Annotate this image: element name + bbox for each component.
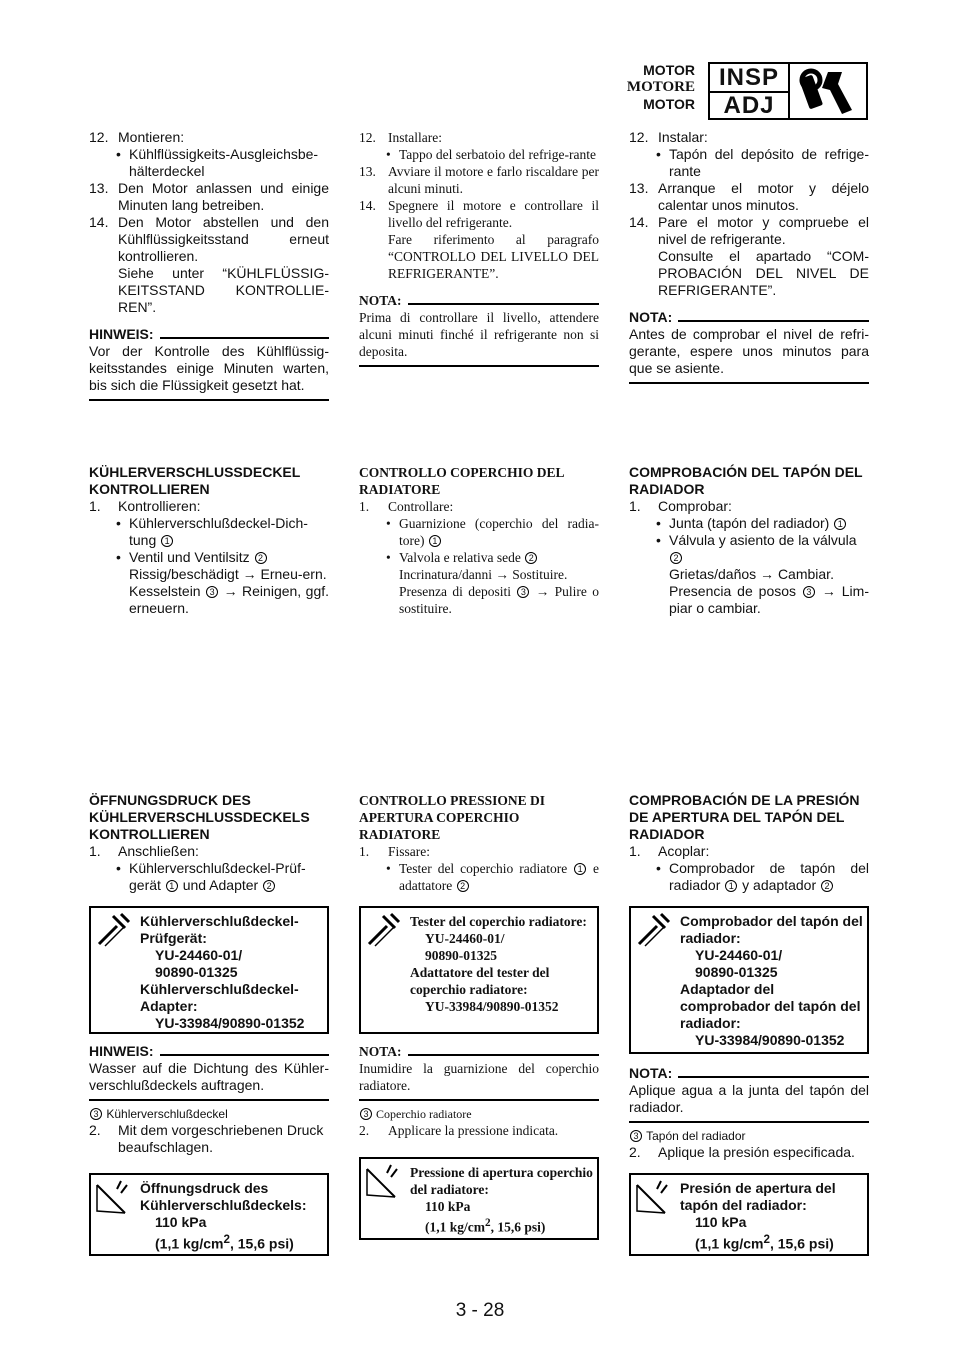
it-note2-text: Inumidire la guarnizione del coperchio radiatore. [359,1061,599,1093]
it-spec-label: Pressione di apertura coperchio del radiatore: [410,1165,593,1197]
de-step-14-ref: Siehe unter “KÜHLFLÜSSIG-KEITSSTAND KONTROLLIE-REN”. [118,265,329,315]
de-sec2-step1: Kontrollieren: [118,498,201,514]
es-note2-section: NOTA: Aplique agua a la junta del tapón del radiador. 3 Tapón del radiador 2. Aplique la presión especificada. [629,1065,869,1160]
es-tool-pn1: YU-24460-01/ [695,947,783,963]
de-sec3-title: ÖFFNUNGSDRUCK DES KÜHLERVERSCHLUSSDECKELS KONTROLLIEREN [89,792,310,842]
es-sec2-bullet2: • Válvula y asiento de la válvula 2 [629,532,869,566]
es-spec-alt: (1,1 $kg/cm^2$, 15,6 psi) [695,1233,834,1252]
it-sec2-step1: Controllare: [388,499,454,514]
specification-icon [361,1159,405,1207]
es-tool-name1: Comprobador del tapón del radiador: [680,913,863,946]
section-label-de: MOTOR [643,62,695,78]
es-cap-check-section: COMPROBACIÓN DEL TAPÓN DEL RADIADOR 1. Comprobar: • Junta (tapón del radiador) 1 • Válvula y asiento de la válvula 2 Grietas/daños → Cambiar. Presencia de posos 3 → Lim-piar o cambiar. [629,464,869,617]
es-legend-3: 3 Tapón del radiador [629,1129,869,1144]
it-sec3-step1: Fissare: [388,844,430,859]
it-tool-pn1: YU-24460-01/ [425,931,505,946]
de-tool-pn3: YU-33984/90890-01352 [155,1015,305,1031]
it-note1-text: Prima di controllare il livello, attendere alcuni minuti finché il refrigerante non si deposita. [359,310,599,359]
it-tool-pn2: 90890-01325 [425,948,497,963]
es-sec3-step2: Aplique la presión especificada. [658,1144,855,1160]
de-note1-head: HINWEIS: [89,326,329,343]
de-sec2-bullet1: • Kühlerverschlußdeckel-Dich-tung 1 [89,515,329,549]
it-legend-3: 3 Coperchio radiatore [359,1107,599,1122]
it-spec-box [359,1157,599,1240]
de-note2-end-rule [89,1099,329,1101]
it-tool-name1: Tester del coperchio radiatore: [410,914,587,929]
de-tool-name1: Kühlerverschlußdeckel-Prüfgerät: [140,913,299,946]
insp-adj-badge [708,62,868,120]
es-note1-text: Antes de comprobar el nivel de refri-gerante, espere unos minutos para que se asiente. [629,326,869,376]
section-header-labels [600,62,695,113]
it-note2-head: NOTA: [359,1043,599,1060]
es-step-12-bullet: • Tapón del depósito de refrige-rante [629,146,869,180]
it-cap-check-section: CONTROLLO COPERCHIO DEL RADIATORE 1. Controllare: • Guarnizione (coperchio del radia-tore) 1 • Valvola e relativa sede 2 Incrinatura/danni → Sostituire. Presenza di depositi 3 → Pulire o sostituire. [359,464,599,617]
badge-adj: ADJ [710,91,788,119]
de-sec2-title: KÜHLERVERSCHLUSSDECKEL KONTROLLIEREN [89,464,301,497]
de-note2-text: Wasser auf die Dichtung des Kühler-verschlußdeckels auftragen. [89,1060,329,1093]
it-note2-section: NOTA: Inumidire la guarnizione del coperchio radiatore. 3 Coperchio radiatore 2. Applicare la pressione indicata. [359,1044,599,1138]
de-sec2-bullet2: • Ventil und Ventilsitz 2 [89,549,329,566]
it-note2-end-rule [359,1099,599,1101]
de-step-13: Den Motor anlassen und einige Minuten lang betreiben. [118,180,329,213]
de-install-steps: 12. Montieren: • Kühlflüssigkeits-Ausgleichsbe-hälterdeckel 13. Den Motor anlassen und einige Minuten lang betreiben. 14. Den Motor abstellen und den Kühlflüssigkeitsstand erneut kontrollieren. Siehe unter “KÜHLFLÜSSIG-KEITSSTAND KONTROLLIE-REN”. HINWEIS: Vor der Kontrolle des Kühlflüssig-keitsstandes einige Minuten warten, bis sich die Flüssigkeit gesetzt hat. [89,129,329,401]
it-note1-end-rule [359,365,599,367]
page-number: 3 - 28 [455,1300,505,1321]
it-sec2-action1: Incrinatura/danni → Sostituire. [399,567,568,582]
es-note1-end-rule [629,382,869,384]
it-spec-alt: (1,1 $kg/cm^2$, 15,6 psi) [425,1217,546,1235]
es-sec2-title: COMPROBACIÓN DEL TAPÓN DEL RADIADOR [629,464,863,497]
de-note2-head: HINWEIS: [89,1043,329,1060]
it-step-12: Installare: [388,130,442,145]
de-pressure-section: ÖFFNUNGSDRUCK DES KÜHLERVERSCHLUSSDECKELS KONTROLLIEREN 1. Anschließen: • Kühlerverschlußdeckel-Prüf-gerät 1 und Adapter 2 [89,792,329,894]
de-note1-end-rule [89,399,329,401]
badge-insp: INSP [718,64,779,91]
es-spec-box [629,1173,869,1256]
it-step-13: Avviare il motore e farlo riscaldare per alcuni minuti. [388,164,599,196]
it-step-12-bullet: • Tappo del serbatoio del refrige-rante [359,146,599,163]
de-tool-name2: Kühlerverschlußdeckel-Adapter: [140,981,299,1014]
specification-icon [91,1175,135,1223]
badge-text-panel [710,64,790,118]
it-sec3-step2: Applicare la pressione indicata. [388,1123,559,1138]
es-sec3-title: COMPROBACIÓN DE LA PRESIÓN DE APERTURA DEL TAPÓN DEL RADIADOR [629,792,860,842]
it-sec3-bullet1: • Tester del coperchio radiatore 1 e adattatore 2 [359,860,599,894]
de-sec2-action1: Rissig/beschädigt → Erneu-ern. [129,566,327,582]
es-step-14-ref: Consulte el apartado “COM-PROBACIÓN DEL NIVEL DE REFRIGERANTE”. [658,248,869,298]
es-tool-box [629,906,869,1054]
section-label-es: MOTOR [643,96,695,112]
es-step-12: Instalar: [658,129,708,145]
it-spec-kpa: 110 kPa [425,1199,471,1214]
it-tool-pn3: YU-33984/90890-01352 [425,999,559,1014]
it-tool-name2: Adattatore del tester del coperchio radiatore: [410,965,550,997]
es-install-steps: 12. Instalar: • Tapón del depósito de refrige-rante 13. Arranque el motor y déjelo calentar unos minutos. 14. Pare el motor y compruebe el nivel de refrigerante. Consulte el apartado “COM-PROBACIÓN DEL NIVEL DE REFRIGERANTE”. NOTA: Antes de comprobar el nivel de refri-gerante, espere unos minutos para que se asiente. [629,129,869,384]
de-step-14: Den Motor abstellen und den Kühlflüssigkeitsstand erneut kontrollieren. [118,214,329,264]
de-spec-label: Öffnungsdruck des Kühlerverschlußdeckels: [140,1180,307,1213]
wrench-inspect-icon [792,66,864,123]
de-sec3-step2: Mit dem vorgeschriebenen Druck beaufschlagen. [118,1122,324,1155]
de-sec2-action2: Kesselstein 3 → Reinigen, ggf. erneuern. [129,583,330,616]
de-spec-alt: (1,1 $kg/cm^2$, 15,6 psi) [155,1233,294,1252]
de-spec-kpa: 110 kPa [155,1214,207,1230]
de-step-12: Montieren: [118,129,185,145]
es-spec-kpa: 110 kPa [695,1214,747,1230]
it-install-steps: 12. Installare: • Tappo del serbatoio del refrige-rante 13. Avviare il motore e farlo riscaldare per alcuni minuti. 14. Spegnere il motore e controllare il livello del refrigerante. Fare riferimento al paragrafo “CONTROLLO DEL LIVELLO DEL REFRIGERANTE”. NOTA: Prima di controllare il livello, attendere alcuni minuti finché il refrigerante non si deposita. [359,129,599,367]
es-sec2-step1: Comprobar: [658,498,732,514]
de-sec3-step1: Anschließen: [118,843,199,859]
de-tool-box [89,906,329,1034]
special-tool-icon [361,908,405,956]
es-step-14: Pare el motor y compruebe el nivel de refrigerante. [658,214,869,247]
de-note2-section: HINWEIS: Wasser auf die Dichtung des Kühler-verschlußdeckels auftragen. 3 Kühlerverschlußdeckel 2. Mit dem vorgeschriebenen Druck beaufschlagen. [89,1043,329,1155]
it-step-14-ref: Fare riferimento al paragrafo “CONTROLLO DEL LIVELLO DEL REFRIGERANTE”. [388,232,599,281]
it-sec2-title: CONTROLLO COPERCHIO DEL RADIATORE [359,465,564,497]
es-note1-head: NOTA: [629,309,869,326]
it-sec2-bullet1: • Guarnizione (coperchio del radia-tore) 1 [359,515,599,549]
it-step-14: Spegnere il motore e controllare il livello del refrigerante. [388,198,599,230]
es-sec2-bullet1: • Junta (tapón del radiador) 1 [629,515,869,532]
special-tool-icon [631,908,675,956]
it-note1-head: NOTA: [359,292,599,309]
specification-icon [631,1175,675,1223]
es-spec-label: Presión de apertura del tapón del radiador: [680,1180,836,1213]
it-sec3-title: CONTROLLO PRESSIONE DI APERTURA COPERCHIO RADIATORE [359,793,546,842]
es-sec2-action1: Grietas/daños → Cambiar. [669,566,834,582]
es-tool-pn2: 90890-01325 [695,964,778,980]
es-sec2-action2: Presencia de posos 3 → Lim-piar o cambiar. [669,583,869,616]
es-tool-name2: Adaptador del comprobador del tapón del radiador: [680,981,861,1031]
es-step-13: Arranque el motor y déjelo calentar unos minutos. [658,180,869,213]
special-tool-icon [91,908,135,956]
de-tool-pn1: YU-24460-01/ [155,947,243,963]
es-pressure-section: COMPROBACIÓN DE LA PRESIÓN DE APERTURA DEL TAPÓN DEL RADIADOR 1. Acoplar: • Comprobador de tapón del radiador 1 y adaptador 2 [629,792,869,894]
es-note2-text: Aplique agua a la junta del tapón del radiador. [629,1082,869,1115]
de-cap-check-section: KÜHLERVERSCHLUSSDECKEL KONTROLLIEREN 1. Kontrollieren: • Kühlerverschlußdeckel-Dich-tung 1 • Ventil und Ventilsitz 2 Rissig/beschädigt → Erneu-ern. Kesselstein 3 → Reinigen, ggf. erneuern. [89,464,329,617]
es-sec3-step1: Acoplar: [658,843,710,859]
de-spec-box [89,1173,329,1256]
de-tool-pn2: 90890-01325 [155,964,238,980]
it-sec2-bullet2: • Valvola e relativa sede 2 [359,549,599,566]
es-note2-head: NOTA: [629,1065,869,1082]
it-pressure-section: CONTROLLO PRESSIONE DI APERTURA COPERCHIO RADIATORE 1. Fissare: • Tester del coperchio radiatore 1 e adattatore 2 [359,792,599,894]
es-tool-pn3: YU-33984/90890-01352 [695,1032,845,1048]
de-step-12-bullet: • Kühlflüssigkeits-Ausgleichsbe-hälterdeckel [89,146,329,180]
de-note1-text: Vor der Kontrolle des Kühlflüssig-keitsstandes einige Minuten warten, bis sich die Flüssigkeit gesetzt hat. [89,343,329,393]
it-sec2-action2: Presenza di depositi 3 → Pulire o sostituire. [399,584,600,616]
es-sec3-bullet1: • Comprobador de tapón del radiador 1 y adaptador 2 [629,860,869,894]
section-label-it: MOTORE [626,79,695,95]
de-sec3-bullet1: • Kühlerverschlußdeckel-Prüf-gerät 1 und Adapter 2 [89,860,329,894]
es-note2-end-rule [629,1121,869,1123]
de-legend-3: 3 Kühlerverschlußdeckel [89,1107,329,1122]
it-tool-box [359,906,599,1034]
